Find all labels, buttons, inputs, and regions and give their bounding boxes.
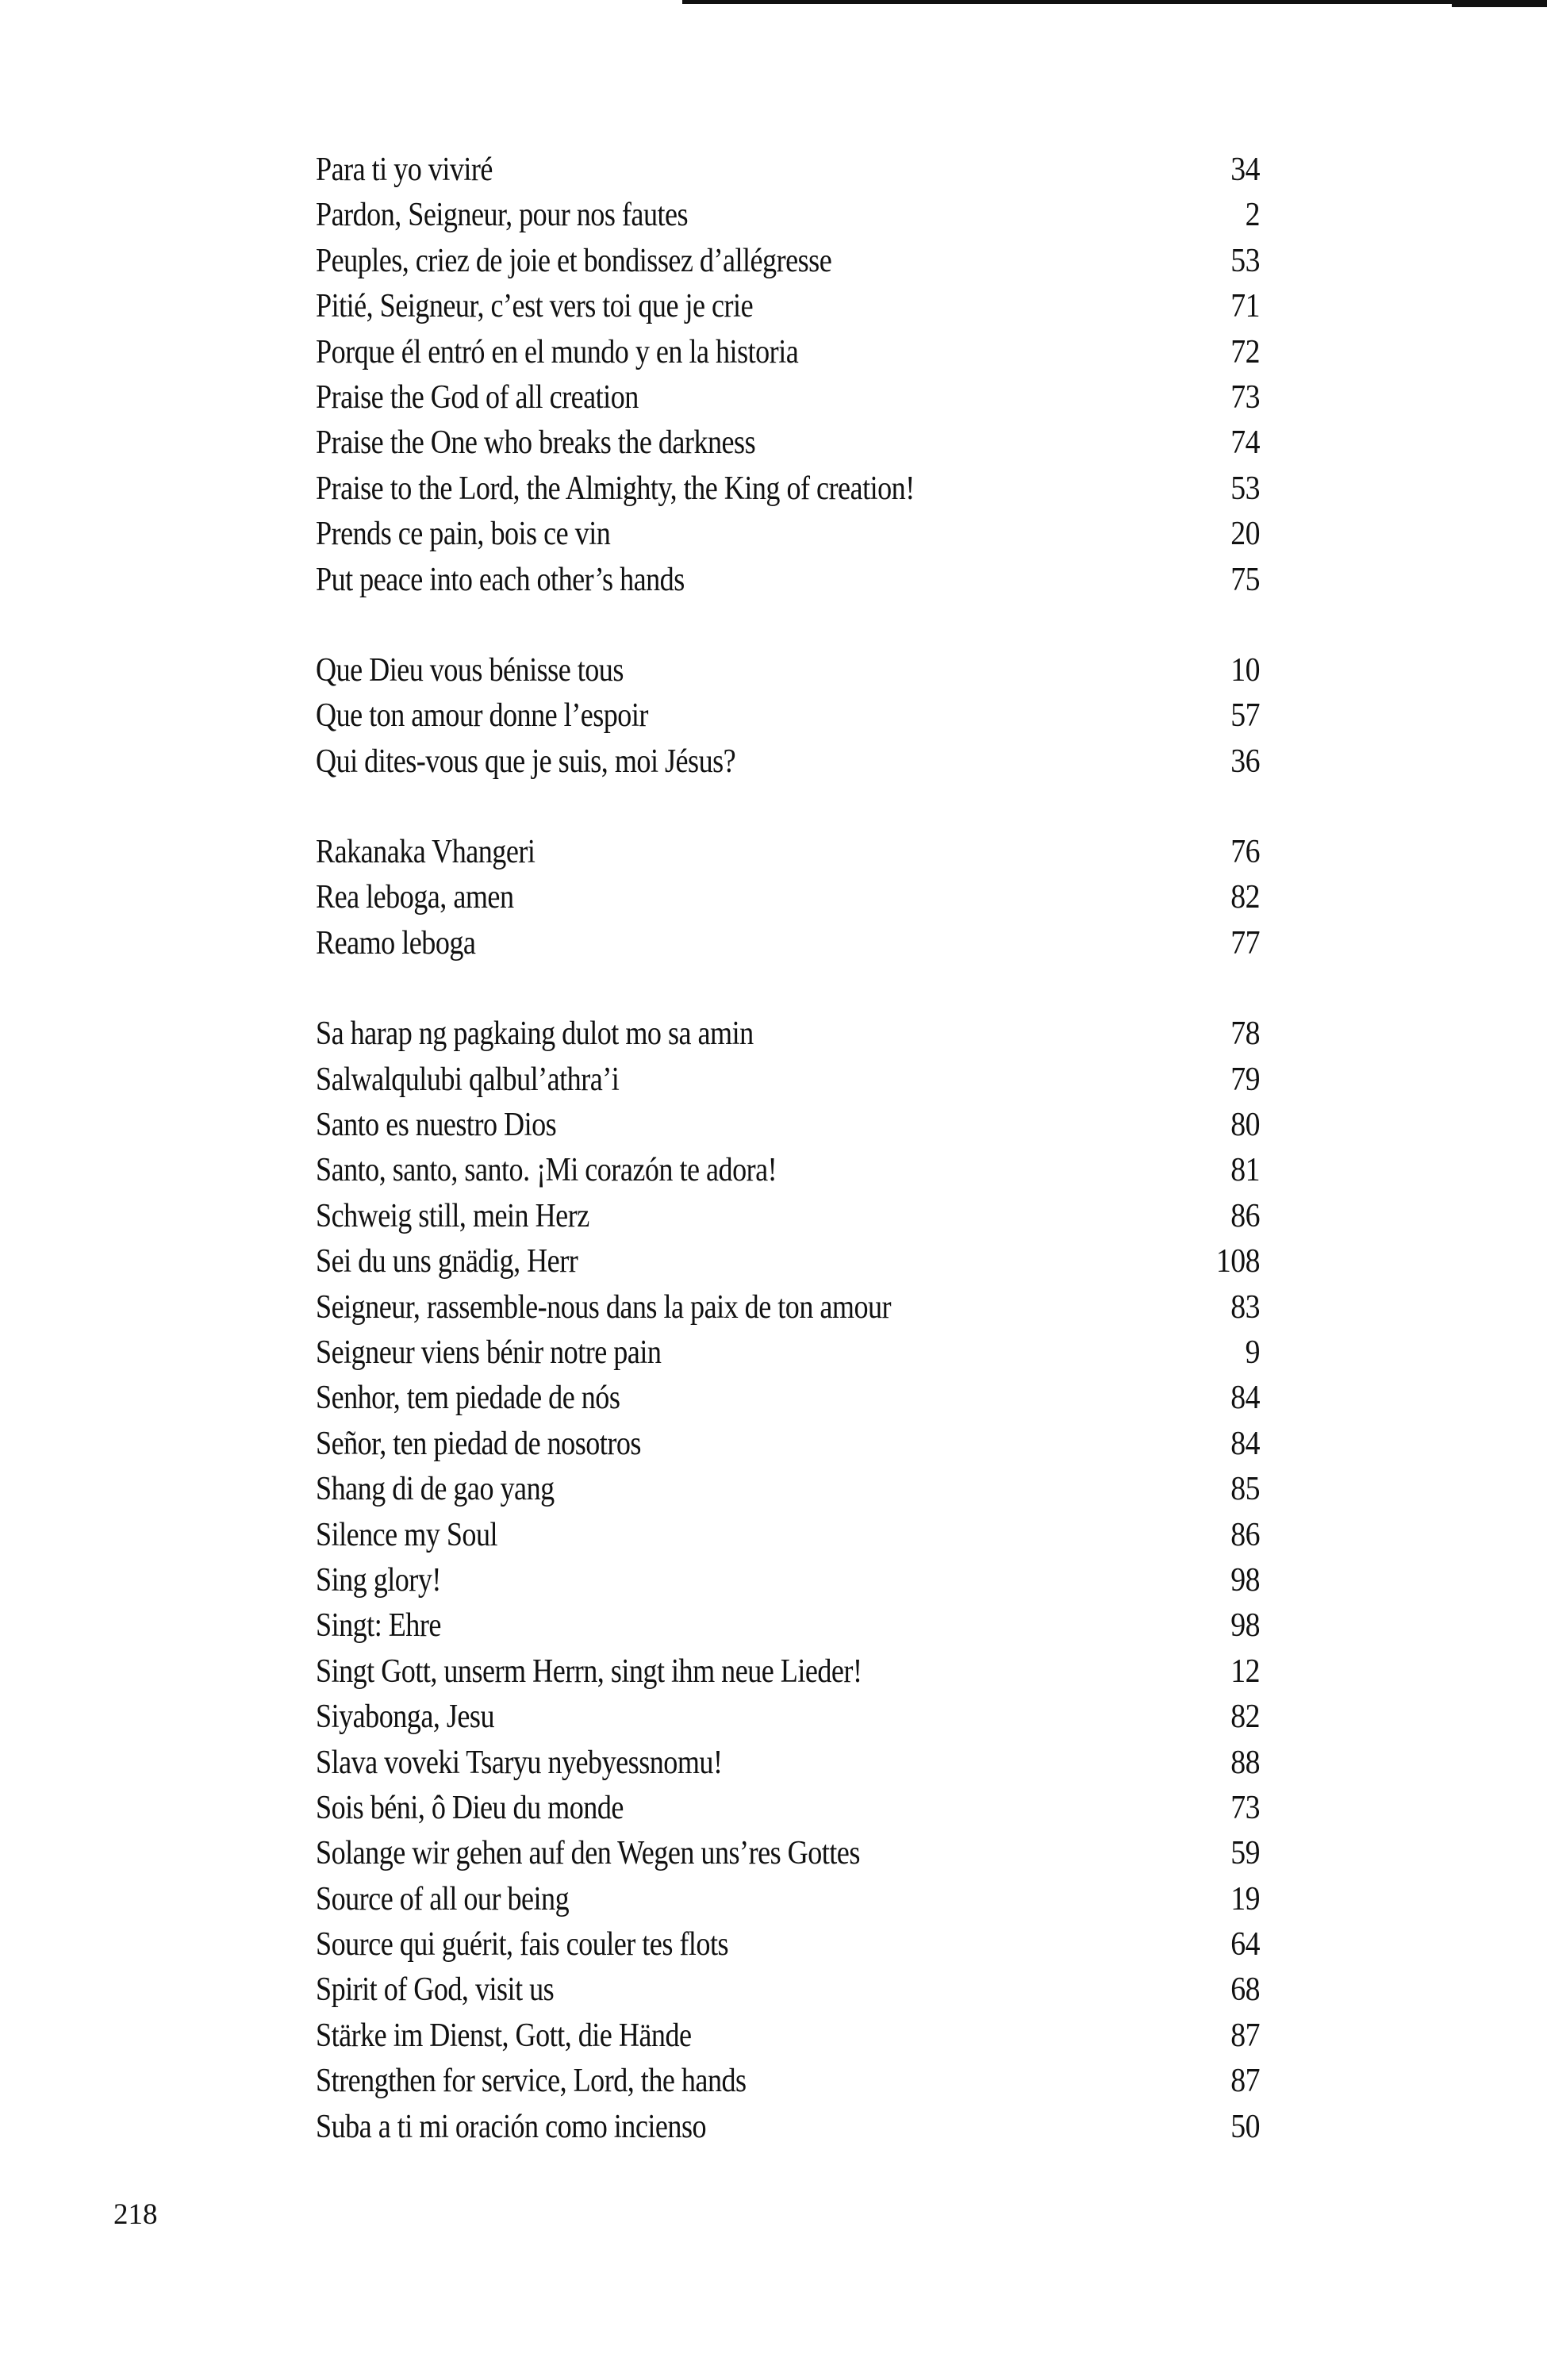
index-section-p [316, 148, 1260, 603]
index-entry [316, 1558, 1260, 1603]
entry-hymn-number: 9 [1245, 1334, 1260, 1371]
entry-hymn-number: 75 [1230, 561, 1260, 598]
entry-title: Put peace into each other’s hands [316, 561, 685, 598]
entry-title: Suba a ti mi oración como incienso [316, 2108, 707, 2145]
index-section-s [316, 1012, 1260, 2150]
entry-title: Source qui guérit, fais couler tes flots [316, 1926, 729, 1964]
entry-title: Rea leboga, amen [316, 879, 514, 916]
entry-hymn-number: 108 [1215, 1243, 1260, 1280]
entry-title: Seigneur, rassemble-nous dans la paix de ton amour [316, 1288, 892, 1326]
entry-title: Qui dites-vous que je suis, moi Jésus? [316, 743, 736, 780]
entry-title: Schweig still, mein Herz [316, 1197, 589, 1234]
index-entry [316, 1695, 1260, 1740]
entry-title: Señor, ten piedad de nosotros [316, 1425, 641, 1462]
index-entry [316, 1513, 1260, 1558]
entry-hymn-number: 71 [1230, 288, 1260, 325]
entry-hymn-number: 88 [1230, 1744, 1260, 1781]
index-entry [316, 1194, 1260, 1239]
entry-title: Rakanaka Vhangeri [316, 834, 536, 871]
index-entry [316, 1285, 1260, 1330]
entry-hymn-number: 86 [1230, 1197, 1260, 1234]
entry-title: Prends ce pain, bois ce vin [316, 516, 611, 553]
entry-title: Peuples, criez de joie et bondissez d’allégresse [316, 242, 832, 279]
index-entry [316, 1012, 1260, 1057]
index-entry [316, 1741, 1260, 1786]
entry-hymn-number: 77 [1230, 924, 1260, 962]
entry-title: Sei du uns gnädig, Herr [316, 1243, 578, 1280]
index-entry [316, 239, 1260, 284]
entry-title: Para ti yo viviré [316, 152, 493, 188]
entry-title: Que Dieu vous bénisse tous [316, 651, 624, 689]
index-entry [316, 375, 1260, 420]
entry-title: Santo, santo, santo. ¡Mi corazón te adora! [316, 1152, 777, 1189]
entry-title: Praise the God of all creation [316, 378, 639, 416]
entry-title: Senhor, tem piedade de nós [316, 1380, 620, 1417]
index-entry [316, 466, 1260, 512]
index-entry [316, 193, 1260, 238]
entry-title: Pardon, Seigneur, pour nos fautes [316, 197, 689, 234]
entry-hymn-number: 84 [1230, 1380, 1260, 1417]
entry-hymn-number: 53 [1230, 470, 1260, 507]
index-entry [316, 1922, 1260, 1967]
entry-hymn-number: 82 [1230, 1699, 1260, 1736]
entry-title: Shang di de gao yang [316, 1471, 555, 1508]
top-rule-end [1452, 0, 1547, 7]
entry-title: Salwalqulubi qalbul’athra’i [316, 1061, 620, 1098]
index-entry [316, 1603, 1260, 1649]
entry-title: Singt Gott, unserm Herrn, singt ihm neue Lieder! [316, 1653, 862, 1690]
entry-title: Santo es nuestro Dios [316, 1107, 557, 1144]
index-entry [316, 2105, 1260, 2150]
entry-hymn-number: 79 [1230, 1061, 1260, 1098]
index-entry [316, 1239, 1260, 1284]
entry-title: Reamo leboga [316, 924, 476, 962]
index-entry [316, 330, 1260, 375]
entry-title: Porque él entró en el mundo y en la historia [316, 333, 799, 370]
hymn-index [316, 148, 1260, 2150]
entry-title: Stärke im Dienst, Gott, die Hände [316, 2017, 692, 2054]
index-entry [316, 1786, 1260, 1831]
index-section-q [316, 648, 1260, 785]
index-entry [316, 875, 1260, 920]
entry-title: Sois béni, ô Dieu du monde [316, 1789, 624, 1826]
entry-hymn-number: 20 [1230, 516, 1260, 553]
index-entry [316, 2013, 1260, 2059]
entry-hymn-number: 12 [1230, 1653, 1260, 1690]
entry-hymn-number: 98 [1230, 1561, 1260, 1599]
index-entry [316, 558, 1260, 603]
index-entry [316, 420, 1260, 466]
index-entry [316, 1330, 1260, 1376]
entry-hymn-number: 81 [1230, 1152, 1260, 1189]
entry-hymn-number: 98 [1230, 1607, 1260, 1645]
entry-hymn-number: 78 [1230, 1015, 1260, 1053]
entry-title: Praise the One who breaks the darkness [316, 424, 756, 462]
index-entry [316, 921, 1260, 966]
entry-hymn-number: 80 [1230, 1107, 1260, 1144]
index-entry [316, 1649, 1260, 1695]
index-entry [316, 1967, 1260, 2013]
entry-title: Siyabonga, Jesu [316, 1699, 495, 1736]
entry-hymn-number: 74 [1230, 424, 1260, 462]
entry-hymn-number: 64 [1230, 1926, 1260, 1964]
entry-hymn-number: 83 [1230, 1288, 1260, 1326]
index-entry [316, 1058, 1260, 1103]
index-entry [316, 148, 1260, 193]
entry-hymn-number: 76 [1230, 834, 1260, 871]
entry-hymn-number: 72 [1230, 333, 1260, 370]
entry-title: Slava voveki Tsaryu nyebyessnomu! [316, 1744, 723, 1781]
entry-title: Sa harap ng pagkaing dulot mo sa amin [316, 1015, 754, 1053]
entry-title: Silence my Soul [316, 1516, 498, 1553]
index-entry [316, 2059, 1260, 2104]
entry-title: Source of all our being [316, 1880, 570, 1917]
index-entry [316, 1148, 1260, 1193]
entry-hymn-number: 57 [1230, 697, 1260, 735]
index-entry [316, 1103, 1260, 1148]
entry-hymn-number: 82 [1230, 879, 1260, 916]
entry-hymn-number: 2 [1245, 197, 1260, 234]
index-entry [316, 512, 1260, 557]
index-entry [316, 693, 1260, 739]
entry-title: Strengthen for service, Lord, the hands [316, 2063, 747, 2100]
index-entry [316, 1376, 1260, 1421]
entry-hymn-number: 87 [1230, 2017, 1260, 2054]
entry-hymn-number: 87 [1230, 2063, 1260, 2100]
entry-title: Sing glory! [316, 1561, 441, 1599]
index-entry [316, 739, 1260, 785]
index-entry [316, 284, 1260, 329]
entry-title: Spirit of God, visit us [316, 1971, 555, 2009]
top-rule [682, 0, 1547, 4]
entry-hymn-number: 10 [1230, 651, 1260, 689]
page-number: 218 [113, 2198, 158, 2231]
entry-title: Pitié, Seigneur, c’est vers toi que je crie [316, 288, 754, 325]
entry-title: Praise to the Lord, the Almighty, the King of creation! [316, 470, 915, 507]
index-entry [316, 1467, 1260, 1512]
entry-hymn-number: 73 [1230, 378, 1260, 416]
index-entry [316, 830, 1260, 875]
entry-hymn-number: 73 [1230, 1789, 1260, 1826]
entry-hymn-number: 50 [1230, 2108, 1260, 2145]
entry-hymn-number: 59 [1230, 1835, 1260, 1872]
entry-hymn-number: 34 [1230, 152, 1260, 188]
entry-title: Que ton amour donne l’espoir [316, 697, 648, 735]
entry-hymn-number: 85 [1230, 1471, 1260, 1508]
entry-hymn-number: 53 [1230, 242, 1260, 279]
entry-title: Seigneur viens bénir notre pain [316, 1334, 662, 1371]
index-entry [316, 1877, 1260, 1922]
entry-title: Singt: Ehre [316, 1607, 441, 1645]
entry-hymn-number: 68 [1230, 1971, 1260, 2009]
index-section-r [316, 830, 1260, 966]
index-entry [316, 1422, 1260, 1467]
entry-hymn-number: 84 [1230, 1425, 1260, 1462]
entry-hymn-number: 86 [1230, 1516, 1260, 1553]
entry-title: Solange wir gehen auf den Wegen uns’res Gottes [316, 1835, 860, 1872]
index-entry [316, 648, 1260, 693]
index-entry [316, 1831, 1260, 1876]
entry-hymn-number: 19 [1230, 1880, 1260, 1917]
entry-hymn-number: 36 [1230, 743, 1260, 780]
